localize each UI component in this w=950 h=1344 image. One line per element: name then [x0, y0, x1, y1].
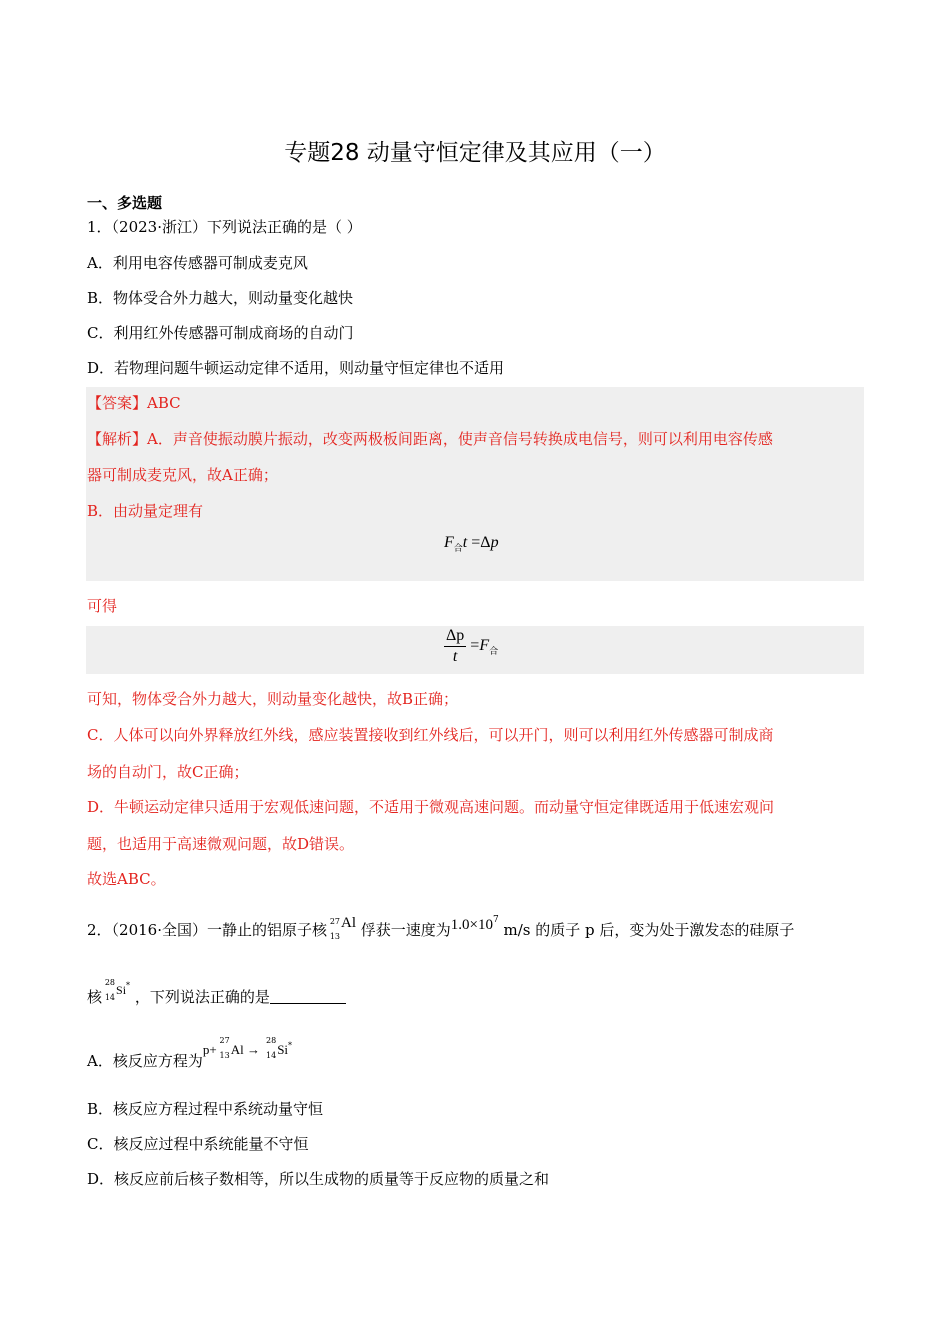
q1-analysis-5a: D．牛顿运动定律只适用于宏观低速问题，不适用于微观高速问题。而动量守恒定律既适用于低速宏观问 [87, 798, 775, 816]
q1-stem: 1．（2023·浙江）下列说法正确的是（ ） [87, 218, 362, 236]
q2-option-d: D．核反应前后核子数相等，所以生成物的质量等于反应物的质量之和 [87, 1170, 550, 1188]
q2-option-b: B．核反应方程过程中系统动量守恒 [87, 1100, 324, 1118]
q1-analysis-5b: 题，也适用于高速微观问题，故D错误。 [87, 835, 355, 853]
q2-stem-line2: 核 28 14 $^{Si*}$ ，下列说法正确的是 [87, 976, 346, 1006]
q1-analysis-2: B．由动量定理有 [87, 502, 204, 520]
q1-conclusion: 故选ABC。 [87, 870, 166, 888]
q1-analysis-3: 可知，物体受合外力越大，则动量变化越快，故B正确； [87, 690, 459, 708]
q1-analysis-4b: 场的自动门，故C正确； [87, 763, 249, 781]
q2-stem-line1: 2．（2016·全国）一静止的铝原子核 27 13 Al 俘获一速度为$1.0\times 10^7$ m/s 的质子 p 后，变为处于激发态的硅原子 [87, 915, 795, 941]
page-title: 专题28 动量守恒定律及其应用（一） [284, 140, 666, 166]
q1-analysis-4a: C．人体可以向外界释放红外线，感应装置接收到红外线后，可以开门，则可以利用红外传感器可制成商 [87, 726, 774, 744]
q1-analysis-1b: 器可制成麦克风，故A正确； [87, 466, 278, 484]
q1-analysis-1a: 【解析】A．声音使振动膜片振动，改变两极板间距离，使声音信号转换成电信号，则可以利用电容传感 [87, 430, 773, 448]
q1-option-c: C．利用红外传感器可制成商场的自动门 [87, 324, 354, 342]
formula-rate: $\frac{\Delta p}{t}$ $=F_合$ [446, 627, 499, 665]
formula-impulse: $F_合t =\Delta p$ [444, 534, 499, 553]
q2-option-a: A．核反应方程为p+ 27 13 Al → 28 14 Si* [87, 1036, 293, 1070]
section-heading: 一、多选题 [87, 194, 163, 212]
q1-kede: 可得 [87, 597, 118, 615]
answer-blank [270, 989, 346, 1004]
q2-option-c: C．核反应过程中系统能量不守恒 [87, 1135, 309, 1153]
q1-option-b: B．物体受合外力越大，则动量变化越快 [87, 289, 354, 307]
q1-option-d: D．若物理问题牛顿运动定律不适用，则动量守恒定律也不适用 [87, 359, 505, 377]
q1-answer: 【答案】ABC [87, 394, 181, 412]
q1-option-a: A．利用电容传感器可制成麦克风 [87, 254, 308, 272]
